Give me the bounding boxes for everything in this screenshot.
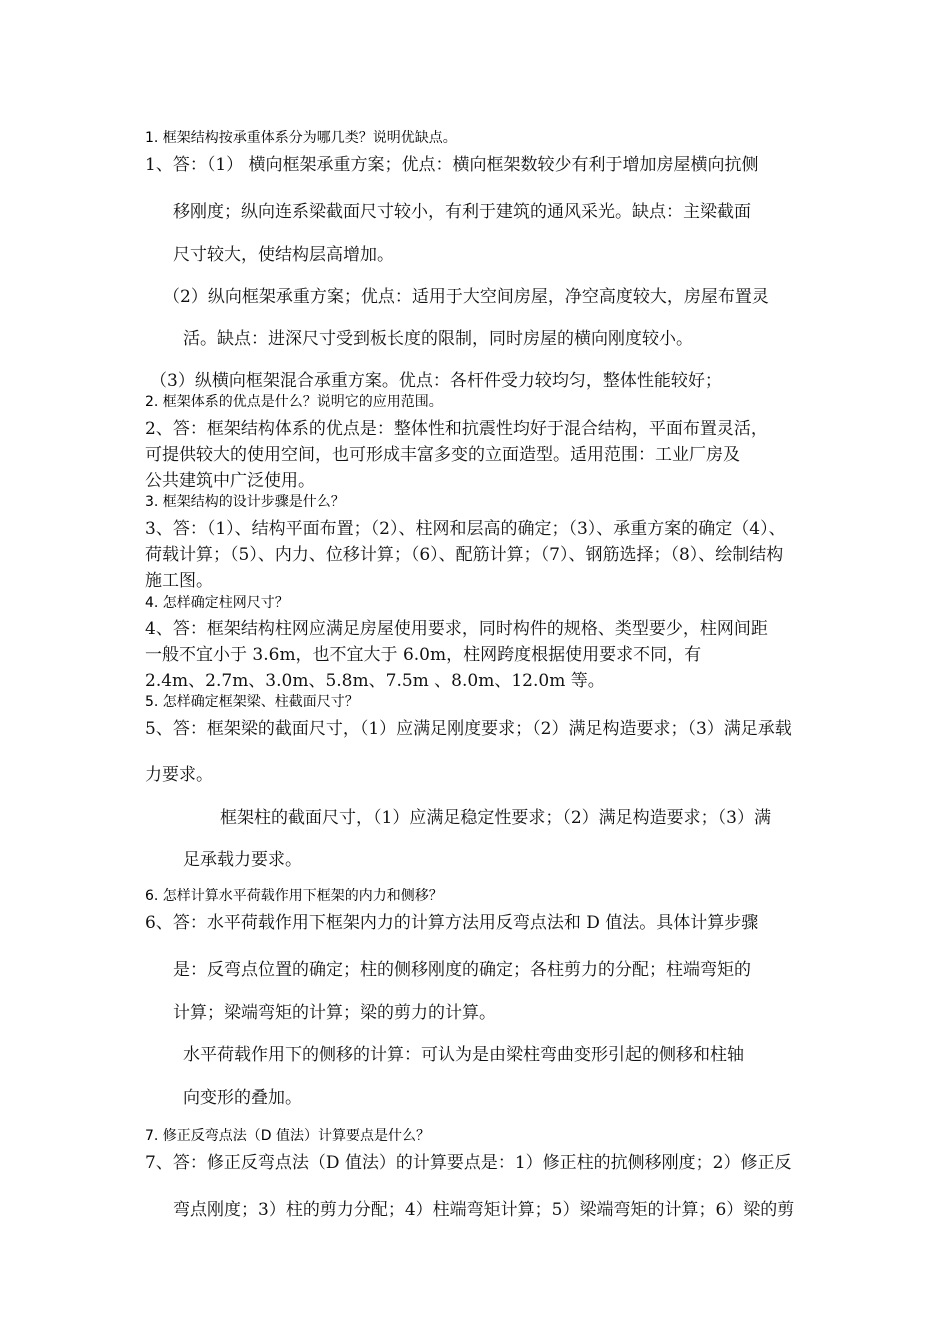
answer-3-line-1: 3、答：（1）、结构平面布置；（2）、柱网和层高的确定；（3）、承重方案的确定（4）、: [145, 519, 786, 539]
answer-4-line-2: 一般不宜小于 3.6m，也不宜大于 6.0m，柱网跨度根据使用要求不同，有: [145, 645, 702, 665]
question-7: 7. 修正反弯点法（D 值法）计算要点是什么？: [145, 1128, 431, 1144]
question-6: 6. 怎样计算水平荷载作用下框架的内力和侧移？: [145, 888, 443, 904]
answer-2-line-3: 公共建筑中广泛使用。: [145, 471, 315, 491]
question-1: 1. 框架结构按承重体系分为哪几类？说明优缺点。: [145, 130, 457, 146]
answer-2-line-2: 可提供较大的使用空间，也可形成丰富多变的立面造型。适用范围：工业厂房及: [145, 445, 740, 465]
answer-3-line-2: 荷载计算；（5）、内力、位移计算；（6）、配筋计算；（7）、钢筋选择；（8）、绘制结构: [145, 545, 784, 565]
answer-1-line-5: 活。缺点：进深尺寸受到板长度的限制，同时房屋的横向刚度较小。: [183, 329, 693, 349]
answer-1-line-3: 尺寸较大，使结构层高增加。: [173, 245, 394, 265]
answer-1-line-6: （3）纵横向框架混合承重方案。优点：各杆件受力较均匀，整体性能较好；: [150, 371, 722, 391]
answer-5-line-1: 5、答：框架梁的截面尺寸，（1）应满足刚度要求；（2）满足构造要求；（3）满足承载: [145, 719, 792, 739]
answer-6-line-3: 计算；梁端弯矩的计算；梁的剪力的计算。: [173, 1003, 496, 1023]
answer-5-line-3: 框架柱的截面尺寸，（1）应满足稳定性要求；（2）满足构造要求；（3）满: [220, 808, 771, 828]
answer-5-line-4: 足承载力要求。: [183, 850, 302, 870]
question-3: 3. 框架结构的设计步骤是什么？: [145, 494, 345, 510]
answer-1-line-4: （2）纵向框架承重方案；优点：适用于大空间房屋，净空高度较大，房屋布置灵: [163, 287, 769, 307]
answer-1-line-2: 移刚度；纵向连系梁截面尺寸较小，有利于建筑的通风采光。缺点：主梁截面: [173, 202, 751, 222]
question-4: 4. 怎样确定柱网尺寸？: [145, 595, 289, 611]
answer-6-line-4: 水平荷载作用下的侧移的计算：可认为是由梁柱弯曲变形引起的侧移和柱轴: [183, 1045, 744, 1065]
answer-6-line-5: 向变形的叠加。: [183, 1088, 302, 1108]
answer-5-line-2: 力要求。: [145, 765, 213, 785]
question-2: 2. 框架体系的优点是什么？说明它的应用范围。: [145, 394, 443, 410]
answer-4-line-3: 2.4m、2.7m、3.0m、5.8m、7.5m 、8.0m、12.0m 等。: [145, 671, 605, 691]
question-5: 5. 怎样确定框架梁、柱截面尺寸？: [145, 694, 359, 710]
answer-3-line-3: 施工图。: [145, 571, 213, 591]
answer-2-line-1: 2、答：框架结构体系的优点是：整体性和抗震性均好于混合结构，平面布置灵活，: [145, 419, 768, 439]
answer-4-line-1: 4、答：框架结构柱网应满足房屋使用要求，同时构件的规格、类型要少，柱网间距: [145, 619, 768, 639]
answer-1-line-1: 1、答：（1） 横向框架承重方案；优点：横向框架数较少有利于增加房屋横向抗侧: [145, 155, 759, 175]
answer-7-line-2: 弯点刚度；3）柱的剪力分配；4）柱端弯矩计算；5）梁端弯矩的计算；6）梁的剪: [173, 1200, 795, 1220]
answer-7-line-1: 7、答：修正反弯点法（D 值法）的计算要点是：1）修正柱的抗侧移刚度；2）修正反: [145, 1153, 792, 1173]
answer-6-line-2: 是：反弯点位置的确定；柱的侧移刚度的确定；各柱剪力的分配；柱端弯矩的: [173, 960, 751, 980]
answer-6-line-1: 6、答：水平荷载作用下框架内力的计算方法用反弯点法和 D 值法。具体计算步骤: [145, 913, 759, 933]
